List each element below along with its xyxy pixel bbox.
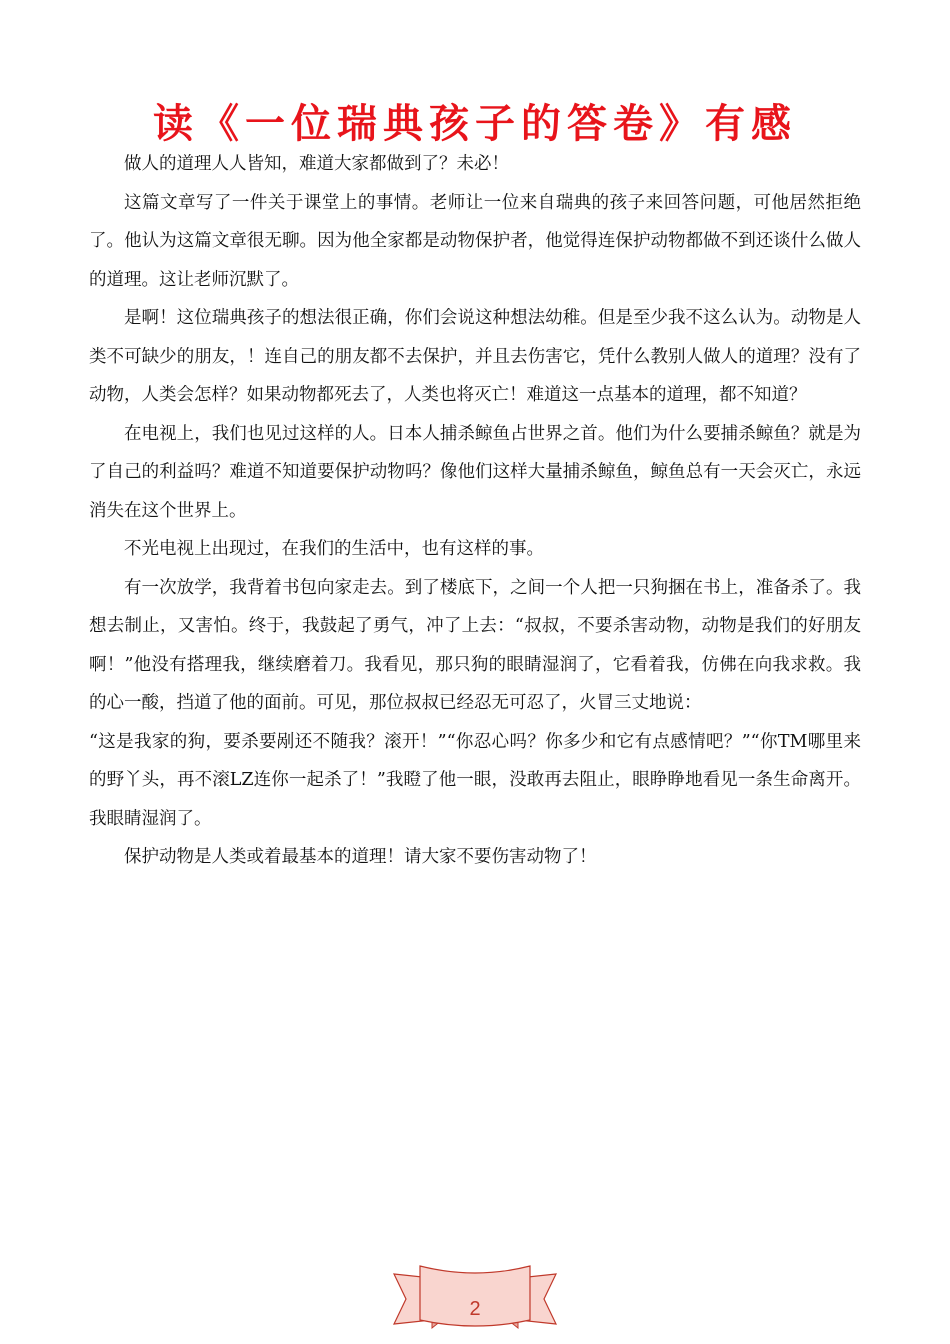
paragraph-4: 在电视上，我们也见过这样的人。日本人捕杀鲸鱼占世界之首。他们为什么要捕杀鲸鱼？就是为了自己的利益吗？难道不知道要保护动物吗？像他们这样大量捕杀鲸鱼，鲸鱼总有一天会灭亡，永远消失在这个世界上。 <box>89 423 861 521</box>
paragraph-1: 做人的道理人人皆知，难道大家都做到了？未必！ <box>124 154 509 174</box>
article-body <box>89 145 861 877</box>
page-number-badge <box>392 1262 558 1340</box>
page-title: 读《一位瑞典孩子的答卷》有感 <box>153 101 797 147</box>
paragraph-8: 保护动物是人类或着最基本的道理！请大家不要伤害动物了！ <box>124 847 597 867</box>
paragraph-3: 是啊！这位瑞典孩子的想法很正确，你们会说这种想法幼稚。但是至少我不这么认为。动物是人类不可缺少的朋友，！连自己的朋友都不去保护，并且去伤害它，凭什么教别人做人的道理？没有了动物，人类会怎样？如果动物都死去了，人类也将灭亡！难道这一点基本的道理，都不知道？ <box>89 308 861 405</box>
paragraph-7-dialogue: “这是我家的狗，要杀要剐还不随我？滚开！”“你忍心吗？你多少和它有点感情吧？”“你TM哪里来的野丫头，再不滚LZ连你一起杀了！”我瞪了他一眼，没敢再去阻止，眼睁睁地看见一条生命离开。我眼睛湿润了。 <box>89 731 861 829</box>
paragraph-2: 这篇文章写了一件关于课堂上的事情。老师让一位来自瑞典的孩子来回答问题，可他居然拒绝了。他认为这篇文章很无聊。因为他全家都是动物保护者，他觉得连保护动物都做不到还谈什么做人的道理。这让老师沉默了。 <box>89 192 861 290</box>
paragraph-6: 有一次放学，我背着书包向家走去。到了楼底下，之间一个人把一只狗捆在书上，准备杀了。我想去制止，又害怕。终于，我鼓起了勇气，冲了上去：“叔叔，不要杀害动物，动物是我们的好朋友啊！”他没有搭理我，继续磨着刀。我看见，那只狗的眼睛湿润了，它看着我，仿佛在向我求救。我的心一酸，挡道了他的面前。可见，那位叔叔已经忍无可忍了，火冒三丈地说： <box>89 577 861 713</box>
page-number: 2 <box>469 1298 481 1320</box>
paragraph-5: 不光电视上出现过，在我们的生活中，也有这样的事。 <box>124 539 544 559</box>
